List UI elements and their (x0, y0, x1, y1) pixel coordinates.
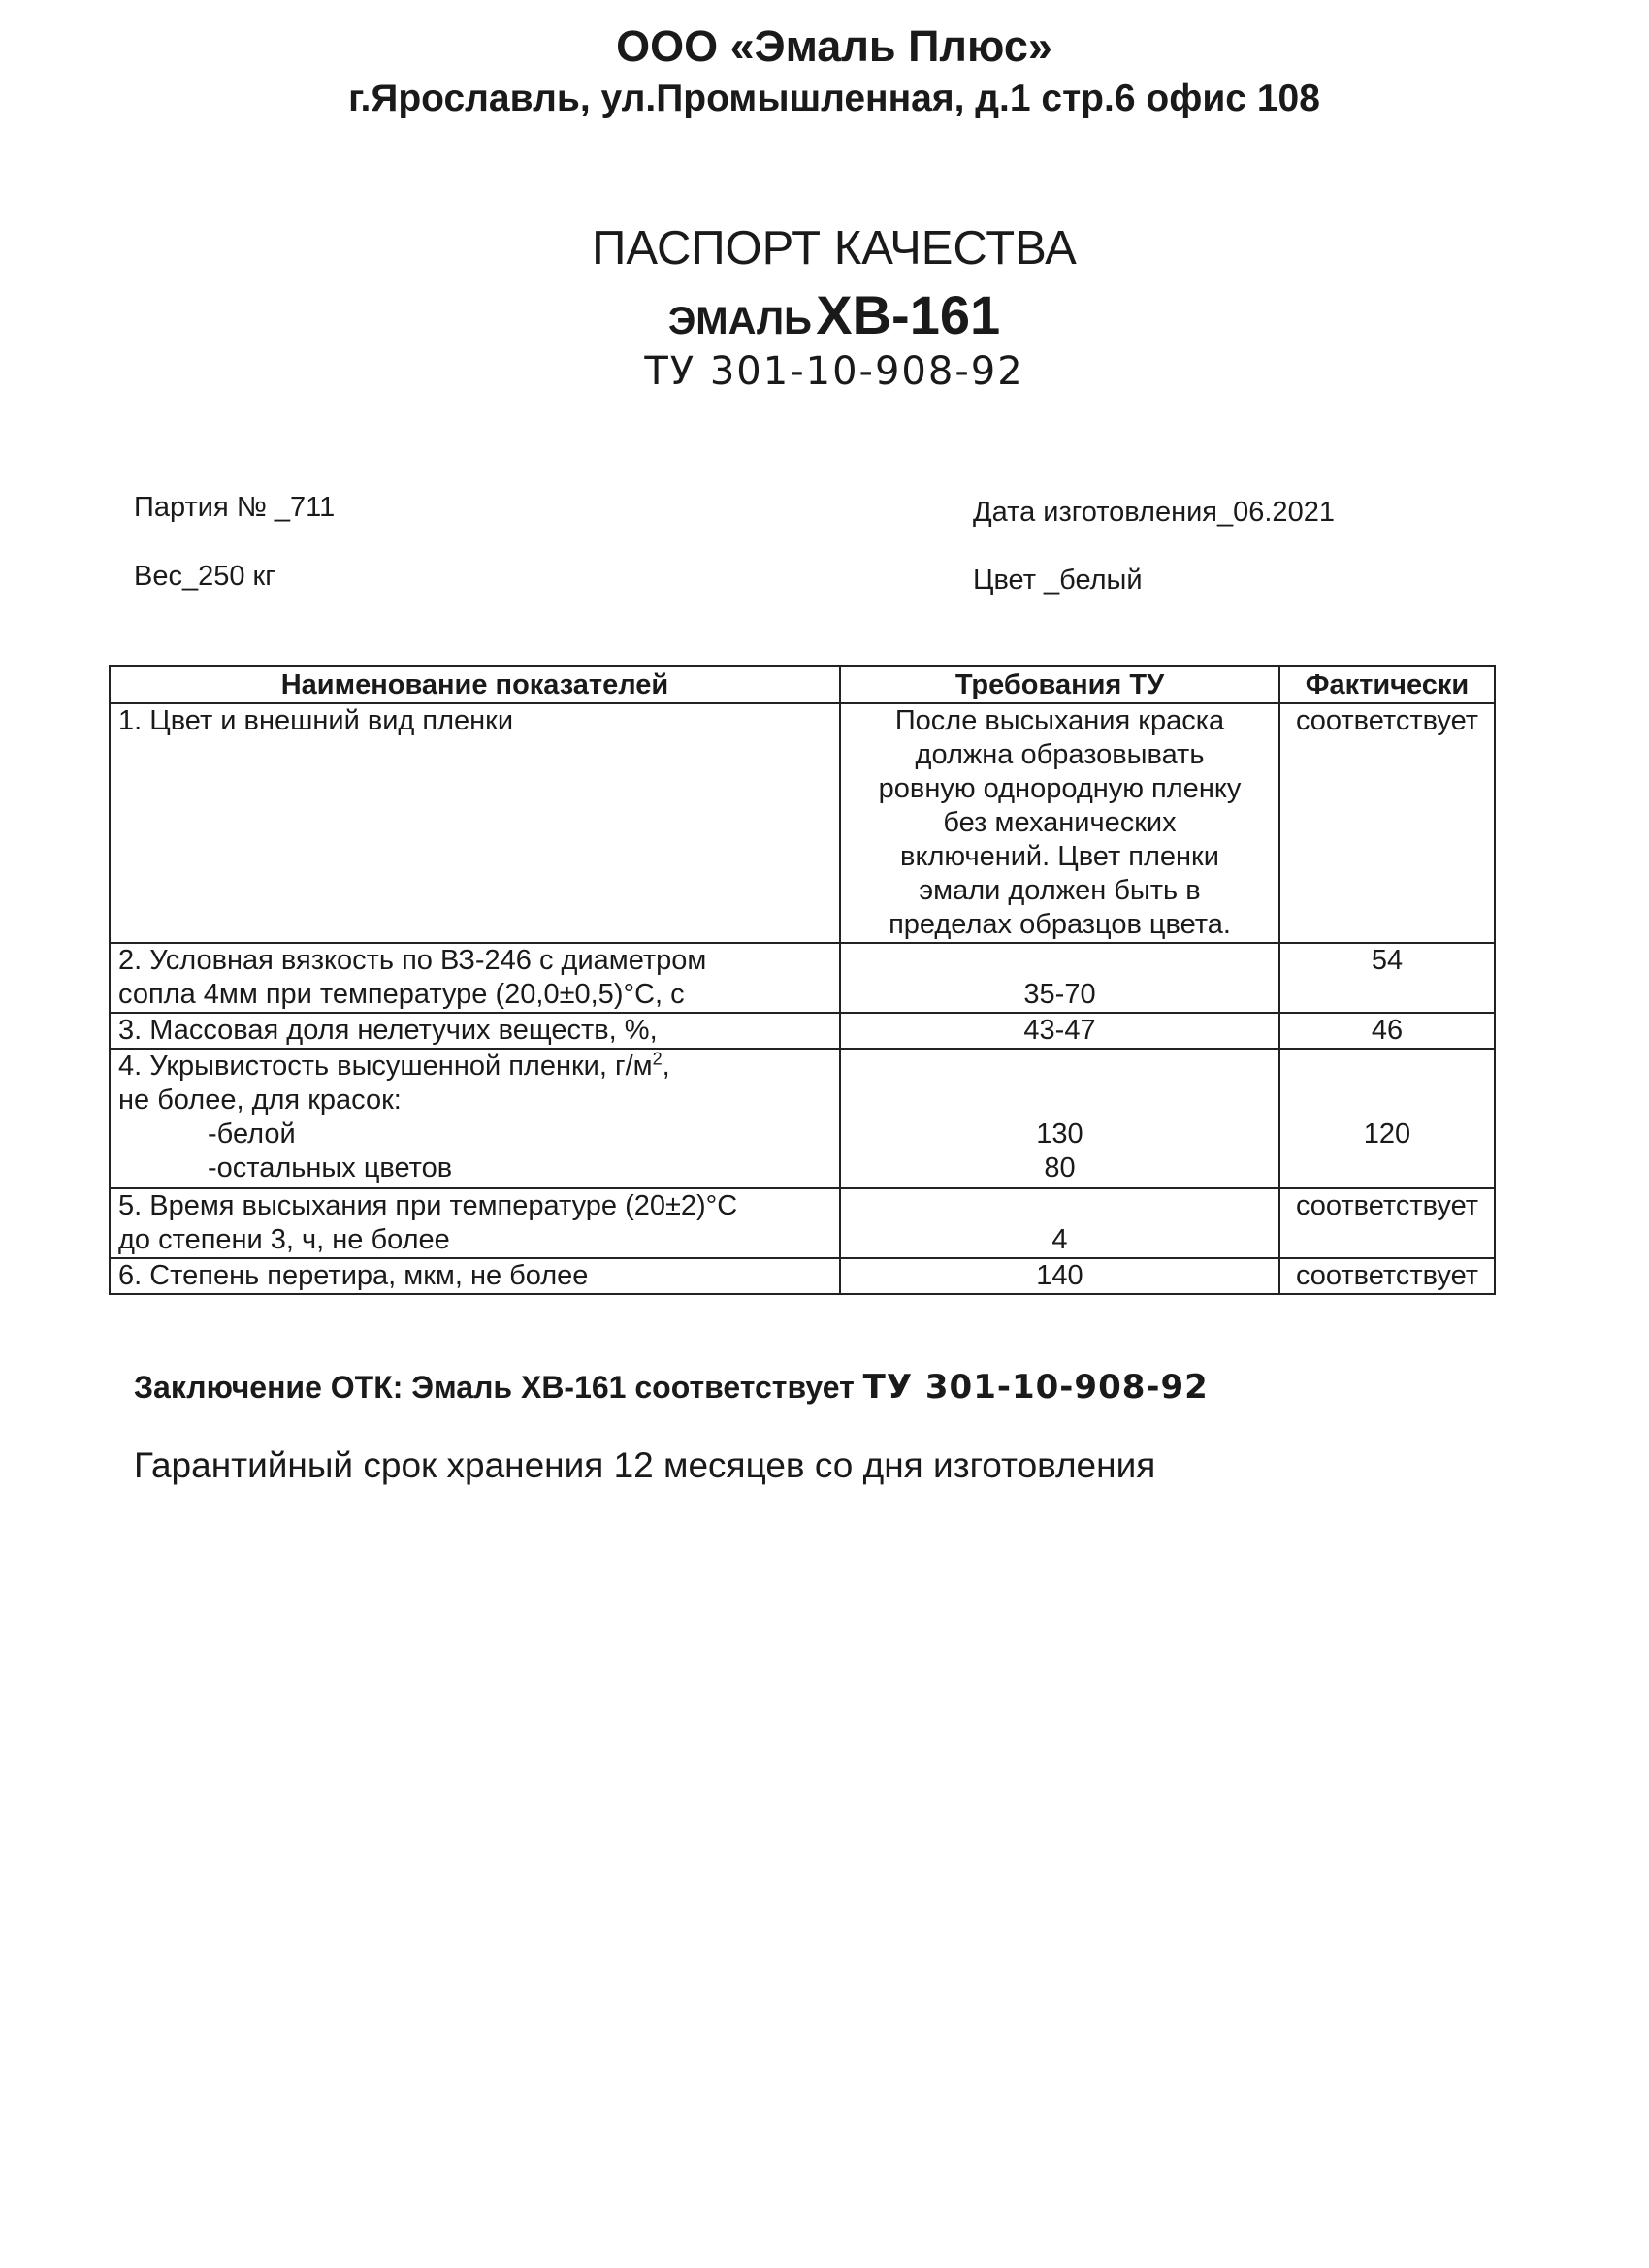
conclusion-label: Заключение ОТК: Эмаль ХВ-161 соответствует (134, 1370, 863, 1405)
indicator-text: сопла 4мм при температуре (20,0±0,5)°С, с (118, 979, 685, 1010)
indicator-text (118, 1050, 831, 1084)
requirement-text: включений. Цвет пленки (900, 841, 1219, 872)
manufacture-date: Дата изготовления_06.2021 (973, 497, 1335, 528)
table-row (110, 703, 1495, 943)
indicator-cell (110, 1188, 840, 1258)
indicator-tail: , (662, 1051, 670, 1082)
indicator-text: 2. Условная вязкость по ВЗ-246 с диаметром (118, 945, 707, 976)
requirement-cell (840, 1049, 1279, 1188)
indicator-text: до степени 3, ч, не более (118, 1224, 450, 1255)
actual-cell (1279, 1049, 1495, 1188)
table-header-row (110, 666, 1495, 703)
conclusion-spec: ТУ 301-10-908-92 (862, 1368, 1209, 1407)
actual-value: 120 (1363, 1118, 1411, 1150)
indicator-sup: 2 (652, 1049, 663, 1069)
table-row (110, 1013, 1495, 1049)
batch-number: Партия № _711 (134, 492, 336, 523)
header-indicator: Наименование показателей (110, 666, 840, 703)
requirement-text: должна образовывать (915, 739, 1205, 770)
table-row (110, 1188, 1495, 1258)
weight: Вес_250 кг (134, 561, 275, 592)
document-title: ПАСПОРТ КАЧЕСТВА (592, 222, 1077, 275)
spec-code: ТУ 301-10-908-92 (644, 349, 1024, 394)
requirement-text: После высыхания краска (894, 705, 1225, 736)
requirement-text: ровную однородную пленку (878, 773, 1242, 804)
indicator-text: 5. Время высыхания при температуре (20±2)°С (118, 1190, 738, 1221)
warranty-text: Гарантийный срок хранения 12 месяцев со дня изготовления (134, 1445, 1156, 1485)
actual-cell: соответствует (1279, 703, 1495, 943)
indicator-text: не более, для красок: (118, 1085, 402, 1116)
color: Цвет _белый (973, 565, 1143, 596)
indicator-cell (110, 943, 840, 1013)
company-name: ООО «Эмаль Плюс» (616, 21, 1052, 71)
requirement-text: пределах образцов цвета. (889, 909, 1231, 940)
actual-cell: 46 (1279, 1013, 1495, 1049)
indicator-sub-other: -остальных цветов (208, 1152, 453, 1183)
qc-conclusion (134, 1368, 1209, 1407)
indicator-cell: 3. Массовая доля нелетучих веществ, %, (110, 1013, 840, 1049)
requirement-cell: 4 (840, 1188, 1279, 1258)
indicator-cell (110, 703, 840, 943)
indicator-sub-white: -белой (208, 1118, 296, 1150)
actual-cell: соответствует (1279, 1188, 1495, 1258)
actual-cell: соответствует (1279, 1258, 1495, 1294)
product-prefix: ЭМАЛЬ (667, 300, 812, 342)
indicator-main: 4. Укрывистость высушенной пленки, г/м (118, 1051, 653, 1082)
product-code: ХВ-161 (816, 284, 1001, 345)
requirement-other: 80 (1044, 1152, 1076, 1183)
table-row (110, 1049, 1495, 1188)
table-row (110, 943, 1495, 1013)
requirement-cell: 43-47 (840, 1013, 1279, 1049)
indicator-text: 1. Цвет и внешний вид пленки (118, 705, 514, 736)
requirement-white: 130 (1036, 1118, 1083, 1150)
requirement-cell: 140 (840, 1258, 1279, 1294)
header-requirement: Требования ТУ (840, 666, 1279, 703)
requirement-cell: 35-70 (840, 943, 1279, 1013)
quality-table (109, 665, 1496, 1295)
requirement-text: без механических (943, 807, 1177, 838)
requirement-text: эмали должен быть в (919, 875, 1201, 906)
indicator-cell: 6. Степень перетира, мкм, не более (110, 1258, 840, 1294)
table-row (110, 1258, 1495, 1294)
requirement-cell (840, 703, 1279, 943)
actual-cell: 54 (1279, 943, 1495, 1013)
header-actual: Фактически (1279, 666, 1495, 703)
company-address: г.Ярославль, ул.Промышленная, д.1 стр.6 офис 108 (348, 78, 1320, 119)
product-title (0, 283, 1649, 346)
indicator-cell (110, 1049, 840, 1188)
